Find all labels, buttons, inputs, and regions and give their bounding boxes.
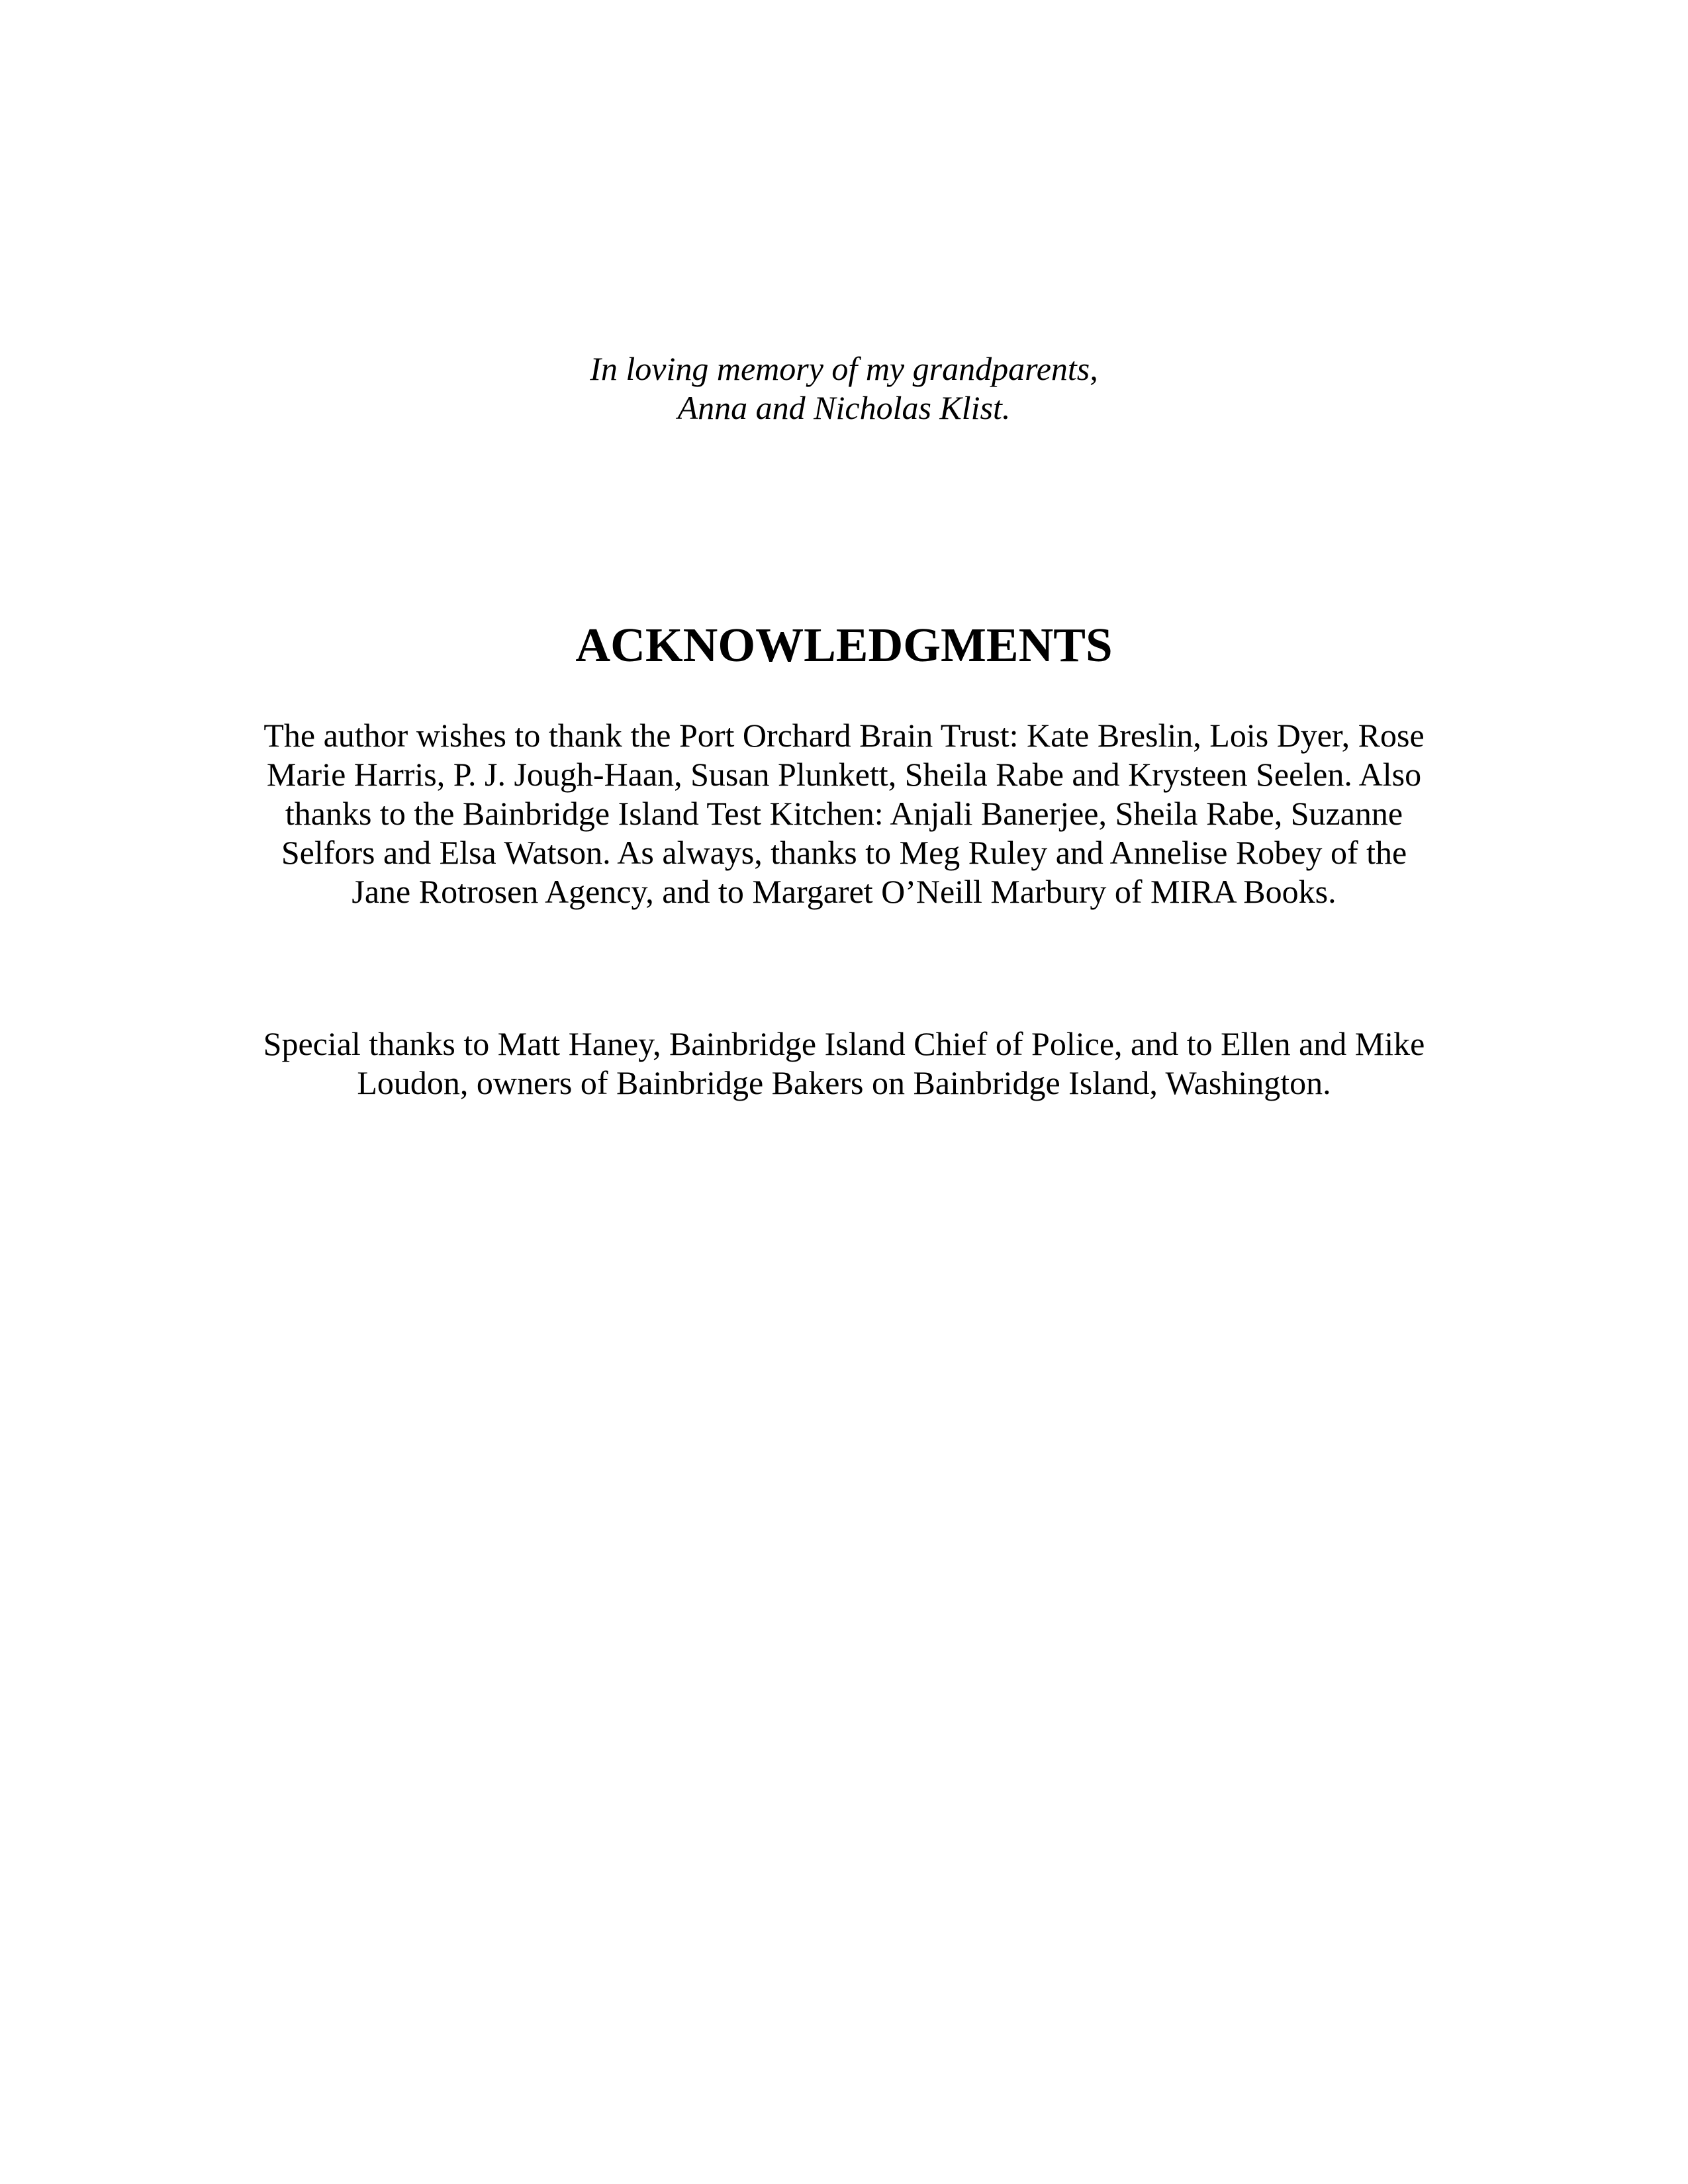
- dedication: [0, 349, 1688, 428]
- paragraph-line: Special thanks to Matt Haney, Bainbridge Island Chief of Police, and to Ellen and Mike: [263, 1025, 1425, 1062]
- paragraph-line: thanks to the Bainbridge Island Test Kitchen: Anjali Banerjee, Sheila Rabe, Suzanne: [285, 795, 1403, 832]
- dedication-line: In loving memory of my grandparents,: [590, 350, 1098, 387]
- acknowledgments-paragraph-2: [0, 1024, 1688, 1103]
- paragraph-line: Loudon, owners of Bainbridge Bakers on Bainbridge Island, Washington.: [357, 1064, 1331, 1101]
- paragraph-line: Marie Harris, P. J. Jough-Haan, Susan Plunkett, Sheila Rabe and Krysteen Seelen. Also: [266, 756, 1422, 793]
- acknowledgments-heading: ACKNOWLEDGMENTS: [575, 618, 1113, 672]
- dedication-line: Anna and Nicholas Klist.: [677, 389, 1011, 426]
- paragraph-line: The author wishes to thank the Port Orchard Brain Trust: Kate Breslin, Lois Dyer, Rose: [263, 717, 1425, 754]
- acknowledgments-paragraph-1: [0, 716, 1688, 911]
- paragraph-line: Jane Rotrosen Agency, and to Margaret O’Neill Marbury of MIRA Books.: [352, 873, 1336, 910]
- paragraph-line: Selfors and Elsa Watson. As always, thanks to Meg Ruley and Annelise Robey of the: [281, 834, 1407, 871]
